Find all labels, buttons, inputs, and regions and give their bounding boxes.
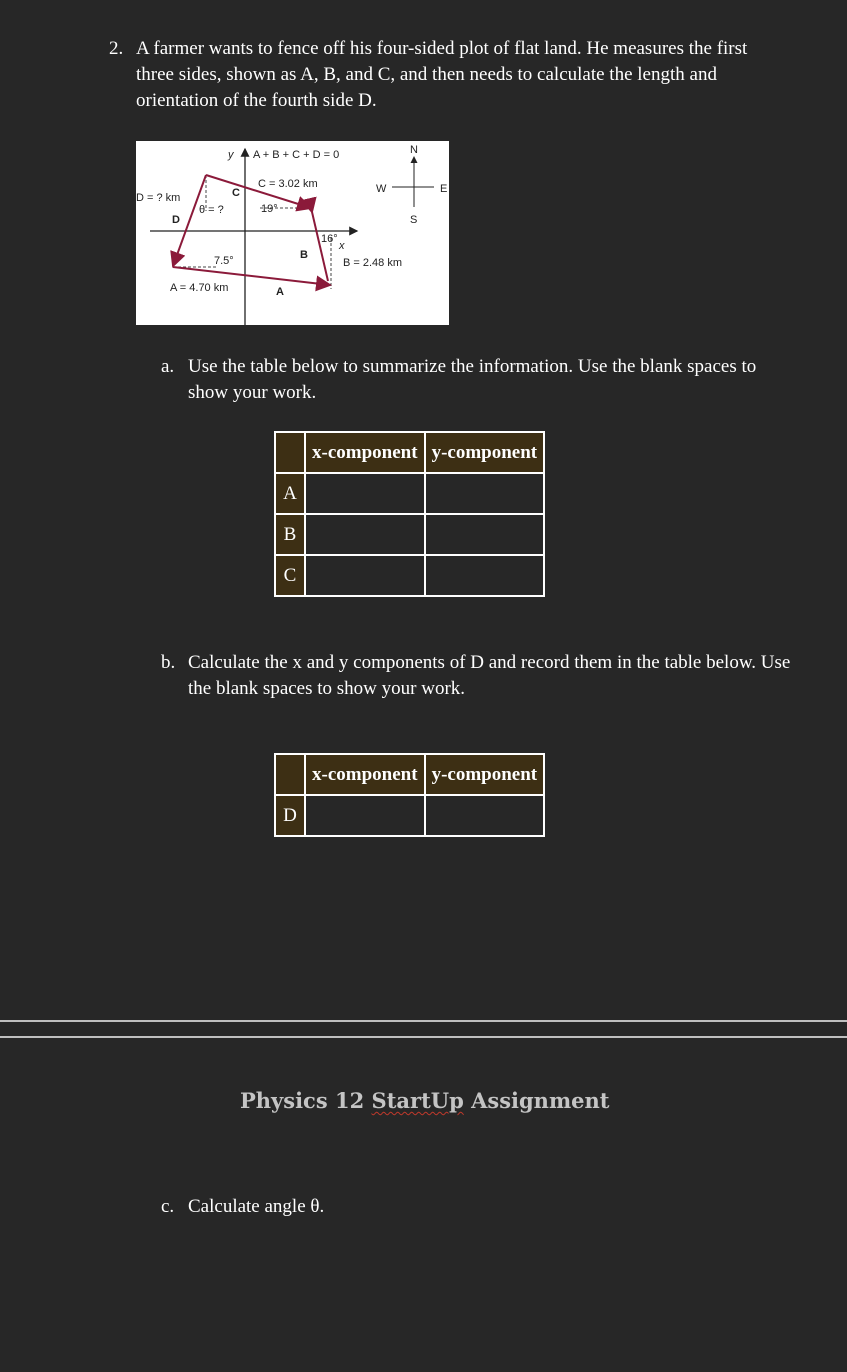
cell-b-y[interactable] bbox=[425, 514, 545, 555]
b-vector-label: B bbox=[300, 249, 308, 261]
part-b-letter: b. bbox=[161, 652, 176, 673]
table-corner bbox=[275, 432, 305, 473]
components-table-abc bbox=[274, 431, 545, 597]
table-row bbox=[275, 795, 544, 836]
d-value-label: D = ? km bbox=[136, 192, 181, 204]
compass-west: W bbox=[376, 183, 387, 195]
compass-north: N bbox=[410, 144, 418, 156]
header-x-component: x-component bbox=[305, 432, 425, 473]
cell-d-y[interactable] bbox=[425, 795, 545, 836]
d-vector-label: D bbox=[172, 214, 180, 226]
header-y-component: y-component bbox=[425, 432, 545, 473]
a-value-label: A = 4.70 km bbox=[170, 282, 229, 294]
vector-b bbox=[312, 212, 328, 281]
part-c-text: Calculate angle θ. bbox=[188, 1196, 325, 1217]
c-vector-label: C bbox=[232, 187, 240, 199]
header-x-component: x-component bbox=[305, 754, 425, 795]
page-header-title bbox=[240, 1088, 610, 1113]
a-vector-label: A bbox=[276, 286, 284, 298]
equation-label: A + B + C + D = 0 bbox=[253, 149, 340, 161]
cell-c-x[interactable] bbox=[305, 555, 425, 596]
theta-label: θ = ? bbox=[199, 204, 224, 216]
c-value-label: C = 3.02 km bbox=[258, 178, 318, 190]
table-row bbox=[275, 514, 544, 555]
angle-16-label: 16° bbox=[321, 233, 338, 245]
table-row bbox=[275, 473, 544, 514]
row-label-b: B bbox=[275, 514, 305, 555]
row-label-d: D bbox=[275, 795, 305, 836]
part-a-letter: a. bbox=[161, 356, 175, 377]
part-c-letter: c. bbox=[161, 1196, 175, 1217]
compass-east: E bbox=[440, 183, 448, 195]
footer-underlined: StartUp bbox=[371, 1088, 464, 1113]
footer-prefix: Physics 12 bbox=[240, 1088, 372, 1113]
vector-diagram bbox=[136, 141, 449, 325]
cell-a-x[interactable] bbox=[305, 473, 425, 514]
components-table-d bbox=[274, 753, 545, 837]
header-y-component: y-component bbox=[425, 754, 545, 795]
angle-19-label: 19° bbox=[261, 203, 278, 215]
row-label-c: C bbox=[275, 555, 305, 596]
b-value-label: B = 2.48 km bbox=[343, 257, 403, 269]
part-a-text: Use the table below to summarize the information. Use the blank spaces to show your work. bbox=[188, 356, 757, 403]
part-b-text: Calculate the x and y components of D and record them in the table below. Use the blank spaces to show your work. bbox=[188, 652, 791, 699]
page-divider-bottom bbox=[0, 1036, 847, 1038]
page-divider-top bbox=[0, 1020, 847, 1022]
x-axis-label: x bbox=[339, 240, 345, 252]
table-corner bbox=[275, 754, 305, 795]
question-number: 2. bbox=[109, 38, 124, 59]
cell-d-x[interactable] bbox=[305, 795, 425, 836]
row-label-a: A bbox=[275, 473, 305, 514]
cell-c-y[interactable] bbox=[425, 555, 545, 596]
table-row bbox=[275, 555, 544, 596]
question-text: A farmer wants to fence off his four-sided plot of flat land. He measures the first three sides, shown as A, B, and C, and then needs to calculate the length and orientation of the fourth side D. bbox=[136, 38, 748, 111]
footer-suffix: Assignment bbox=[463, 1088, 610, 1113]
cell-a-y[interactable] bbox=[425, 473, 545, 514]
compass-south: S bbox=[410, 214, 418, 226]
cell-b-x[interactable] bbox=[305, 514, 425, 555]
angle-7-5-label: 7.5° bbox=[214, 255, 234, 267]
y-axis-label: y bbox=[228, 149, 234, 161]
